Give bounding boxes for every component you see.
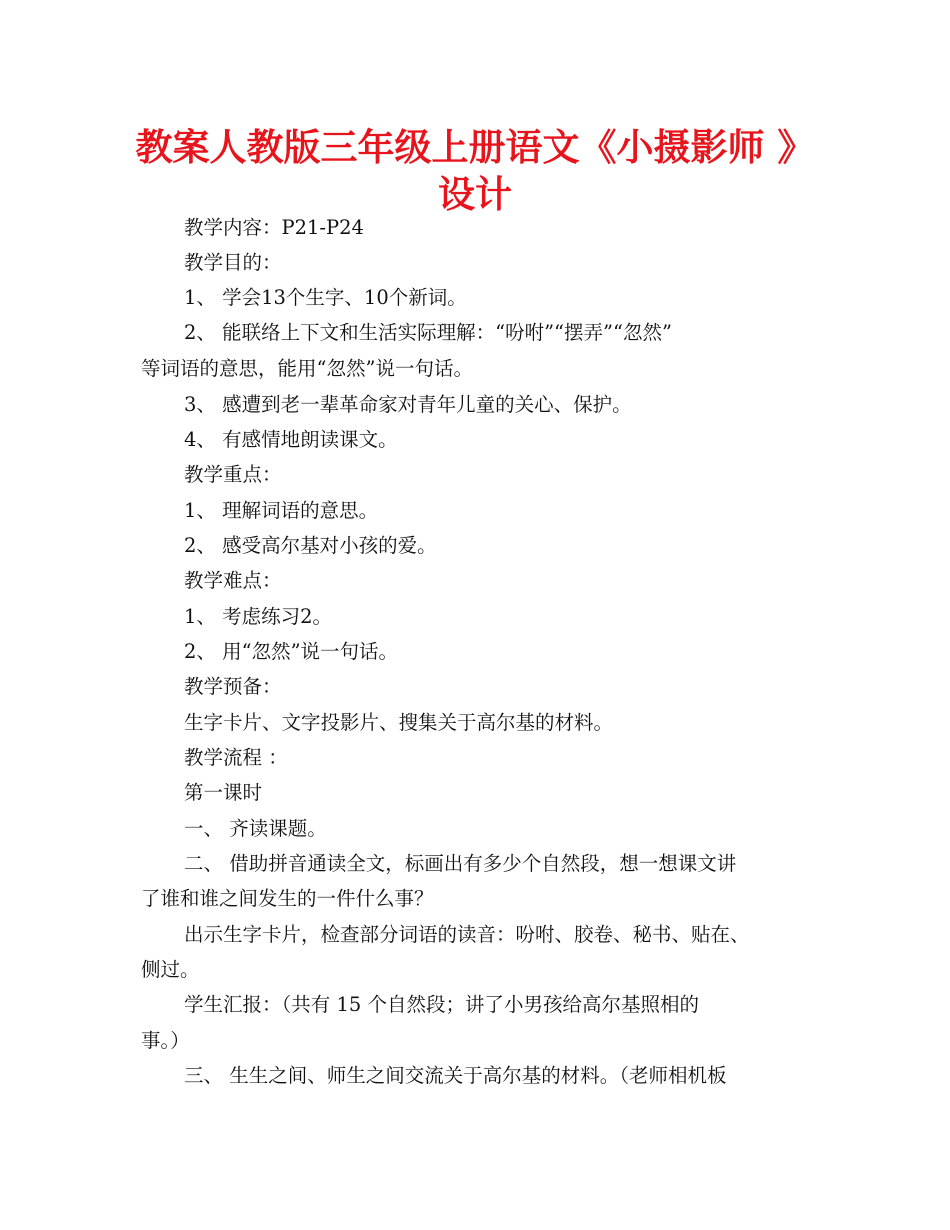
step-three: 三、 生生之间、师生之间交流关于高尔基的材料。（老师相机板 [184, 1064, 727, 1087]
step-two: 二、 借助拼音通读全文，标画出有多少个自然段，想一想课文讲 [184, 852, 737, 875]
vocabulary-check-continued: 侧过。 [141, 958, 200, 981]
difficulty-item-2: 2、 用“忽然”说一句话。 [184, 640, 399, 663]
document-title-line-1: 教案人教版三年级上册语文《小摄影师 》 [135, 126, 815, 169]
teaching-goals-heading: 教学目的： [184, 251, 282, 274]
vocabulary-check: 出示生字卡片，检查部分词语的读音：吩咐、胶卷、秘书、贴在、 [184, 923, 750, 946]
preparation-text: 生字卡片、文字投影片、搜集关于高尔基的材料。 [184, 711, 614, 734]
document-title-line-2: 设计 [438, 173, 512, 216]
step-one: 一、 齐读课题。 [184, 817, 327, 840]
step-two-continued: 了谁和谁之间发生的一件什么事？ [141, 887, 434, 910]
teaching-content: 教学内容：P21-P24 [184, 216, 364, 239]
goal-item-4: 4、 有感情地朗读课文。 [184, 428, 398, 451]
preparation-heading: 教学预备： [184, 675, 282, 698]
student-report-continued: 事。） [141, 1029, 190, 1052]
difficulty-item-1: 1、 考虑练习2。 [184, 605, 333, 628]
goal-item-2: 2、 能联络上下文和生活实际理解：“吩咐”“摆弄”“忽然” [184, 321, 672, 344]
key-points-heading: 教学重点： [184, 463, 282, 486]
key-point-item-1: 1、 理解词语的意思。 [184, 499, 379, 522]
difficulties-heading: 教学难点： [184, 569, 282, 592]
student-report: 学生汇报：（共有 15 个自然段；讲了小男孩给高尔基照相的 [184, 993, 699, 1016]
goal-item-2-continued: 等词语的意思，能用“忽然”说一句话。 [141, 357, 473, 380]
first-lesson-heading: 第一课时 [184, 781, 263, 804]
process-heading: 教学流程 ： [184, 746, 288, 769]
goal-item-1: 1、 学会13个生字、10个新词。 [184, 286, 467, 309]
key-point-item-2: 2、 感受高尔基对小孩的爱。 [184, 534, 437, 557]
goal-item-3: 3、 感遭到老一辈革命家对青年儿童的关心、保护。 [184, 393, 632, 416]
